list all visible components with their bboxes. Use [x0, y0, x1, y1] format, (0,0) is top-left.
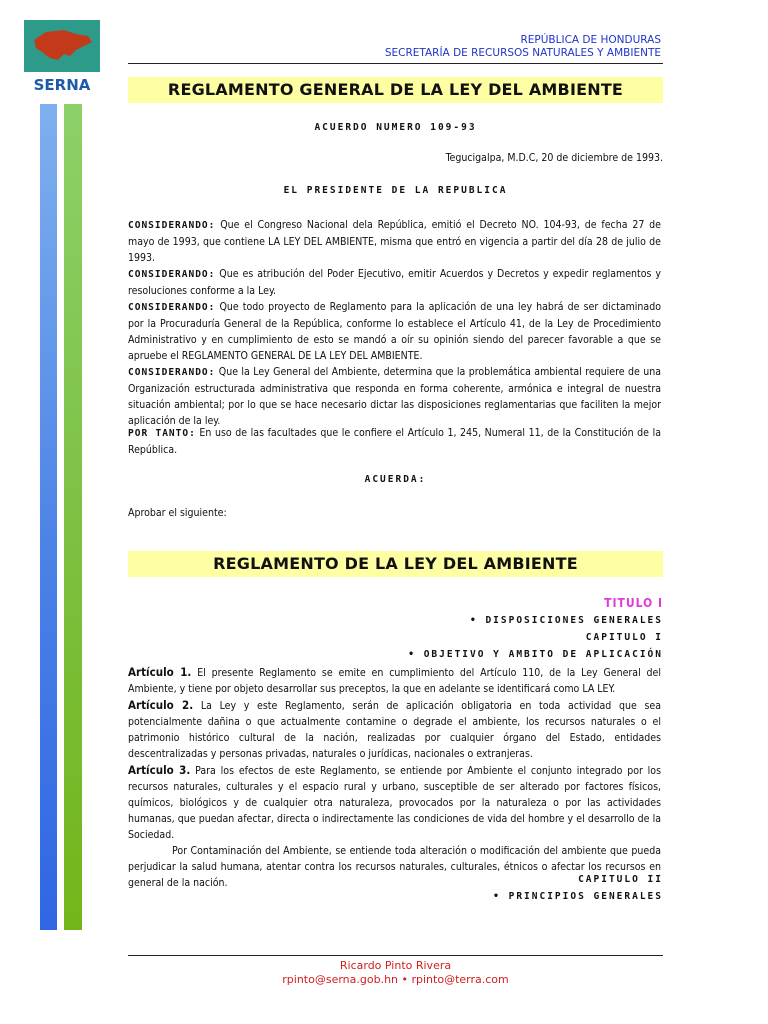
considerandos-block	[128, 217, 661, 429]
article-paragraph	[128, 762, 661, 843]
considerando-keyword: CONSIDERANDO:	[128, 302, 216, 313]
por-tanto-paragraph	[128, 425, 661, 458]
considerando-paragraph	[128, 266, 661, 299]
considerando-keyword: CONSIDERANDO:	[128, 220, 216, 231]
considerando-paragraph	[128, 364, 661, 429]
article-paragraph	[128, 697, 661, 762]
header-rule	[128, 63, 663, 64]
por-tanto-text: En uso de las facultades que le confiere el Artículo 1, 245, Numeral 11, de la Constitución de la República.	[128, 427, 661, 456]
considerando-keyword: CONSIDERANDO:	[128, 367, 216, 378]
capitulo-1-heading: CAPITULO I	[585, 632, 663, 643]
considerando-text: Que el Congreso Nacional dela República, emitió el Decreto NO. 104-93, de fecha 27 de mayo de 1993, que contiene LA LEY DEL AMBIENTE, misma que entró en vigencia a partir del día 28 de julio de 1993.	[128, 219, 661, 264]
article-label: Artículo 1.	[128, 665, 192, 679]
considerando-paragraph	[128, 299, 661, 364]
title-banner: REGLAMENTO GENERAL DE LA LEY DEL AMBIENTE	[128, 77, 663, 103]
acuerda-heading: ACUERDA:	[364, 474, 427, 485]
considerando-keyword: CONSIDERANDO:	[128, 269, 216, 280]
contaminacion-paragraph: Por Contaminación del Ambiente, se entiende toda alteración o modificación del ambiente que pueda perjudicar la salud humana, atentar contra los recursos naturales, culturales, étnicos o afectar los recursos en general de la nación.	[128, 845, 661, 889]
considerando-text: Que es atribución del Poder Ejecutivo, emitir Acuerdos y Decretos y expedir reglamentos y resoluciones conforme a la Ley.	[128, 268, 661, 297]
objetivo-heading: • OBJETIVO Y AMBITO DE APLICACIÓN	[408, 649, 663, 660]
considerando-paragraph	[128, 217, 661, 266]
considerando-text: Que la Ley General del Ambiente, determina que la problemática ambiental requiere de una Organización estructurada administrativa que responda en forma coherente, armónica e integral de nuestra situación ambiental; por lo que se hace necesario dictar las disposiciones reglamentarias que faciliten la mejor aplicación de la ley.	[128, 366, 661, 427]
header-institution	[385, 34, 661, 60]
considerando-text: Que todo proyecto de Reglamento para la aplicación de una ley habrá de ser dictaminado por la Procuraduría General de la República, conforme lo establece el Artículo 41, de la Ley de Procedimiento Administrativo y en cumplimiento de esto se mandó a oír su opinión siendo del parecer favorable a que se apruebe el REGLAMENTO GENERAL DE LA LEY DEL AMBIENTE.	[128, 301, 661, 362]
footer-rule	[128, 955, 663, 956]
footer-emails: rpinto@serna.gob.hn • rpinto@terra.com	[282, 973, 509, 986]
side-bar-green	[64, 104, 82, 930]
place-date: Tegucigalpa, M.D.C, 20 de diciembre de 1993.	[445, 152, 663, 164]
side-bar-blue	[40, 104, 57, 930]
footer	[128, 959, 663, 987]
footer-name: Ricardo Pinto Rivera	[339, 959, 452, 972]
articles-block	[128, 664, 661, 891]
acuerdo-number: ACUERDO NUMERO 109-93	[314, 122, 477, 133]
serna-logo	[24, 20, 100, 96]
aprobar-text: Aprobar el siguiente:	[128, 507, 227, 519]
capitulo-2-heading: CAPITULO II	[578, 874, 663, 885]
article-label: Artículo 3.	[128, 763, 191, 777]
header-line-2: SECRETARÍA DE RECURSOS NATURALES Y AMBIENTE	[384, 47, 661, 59]
article-text: El presente Reglamento se emite en cumplimiento del Artículo 110, de la Ley General del Ambiente, y tiene por objeto desarrollar sus preceptos, la que en adelante se identificará como LA LEY.	[128, 667, 661, 695]
logo-text: SERNA	[33, 76, 91, 94]
disposiciones-heading: • DISPOSICIONES GENERALES	[470, 615, 663, 626]
header-line-1: REPÚBLICA DE HONDURAS	[520, 34, 661, 46]
article-text: La Ley y este Reglamento, serán de aplicación obligatoria en toda actividad que sea potencialmente dañina o que actualmente contamine o degrade el ambiente, los recursos naturales o el patrimonio histórico cultural de la nación, realizadas por cualquier órgano del Estado, entidades descentralizadas y personas privadas, naturales o jurídicas, nacionales o extranjeras.	[128, 700, 661, 760]
por-tanto-keyword: POR TANTO:	[128, 428, 196, 439]
article-paragraph	[128, 664, 661, 697]
titulo-heading: TITULO I	[604, 596, 663, 610]
article-label: Artículo 2.	[128, 698, 194, 712]
reglamento-banner: REGLAMENTO DE LA LEY DEL AMBIENTE	[128, 551, 663, 577]
article-text: Para los efectos de este Reglamento, se entiende por Ambiente el conjunto integrado por los recursos naturales, culturales y el espacio rural y urbano, susceptible de ser alterado por factores físicos, químicos, biológicos y de cualquier otra naturaleza, provocados por la naturaleza o por las actividades humanas, que puedan afectar, directa o indirectamente las condiciones de vida del hombre y el desarrollo de la Sociedad.	[128, 765, 662, 841]
principios-heading: • PRINCIPIOS GENERALES	[493, 891, 663, 902]
president-heading: EL PRESIDENTE DE LA REPUBLICA	[283, 185, 508, 196]
